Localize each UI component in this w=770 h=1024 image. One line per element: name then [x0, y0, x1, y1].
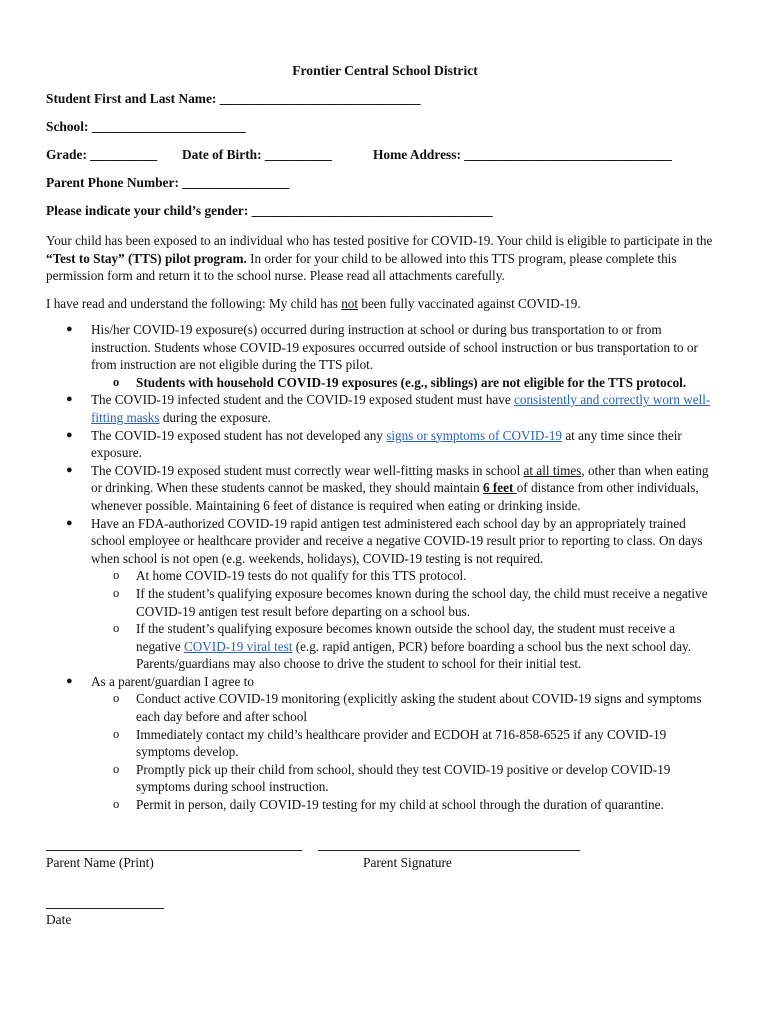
- date-line[interactable]: [46, 908, 164, 909]
- masks-guidance-link[interactable]: consistently and correctly worn well-fitting masks: [91, 392, 711, 425]
- requirements-list: [46, 321, 722, 814]
- intro-paragraph: Your child has been exposed to an individual who has tested positive for COVID-19. Your child is eligible to participate in the “Test to Stay” (TTS) pilot program. In order for your child to be allowed into this TTS program, please complete this permission form and return it to the school nurse. Please read all attachments carefully.: [46, 233, 713, 284]
- school-field[interactable]: School: _______________________: [46, 119, 246, 134]
- list-item: ● Have an FDA-authorized COVID-19 rapid antigen test administered each school day by an appropriately trained school employee or healthcare provider and receive a negative COVID-19 result prior to reporting to class. On days when school is not open (e.g. weekends, holidays), COVID-19 testing is not required. o At home COVID-19 tests do not qualify for this TTS protocol. o If the student’s qualifying exposure becomes known during the school day, the child must receive a negative COVID-19 antigen test result before departing on a school bus. o If the student’s qualifying exposure becomes known outside the school day, the student must receive a negative COVID-19 viral test (e.g. rapid antigen, PCR) before boarding a school bus the next school day. Parents/guardians may also choose to drive the student to school for their initial test.: [46, 515, 722, 673]
- date-label: Date: [46, 912, 72, 927]
- list-subitem: o Immediately contact my child’s healthcare provider and ECDOH at 716-858-6525 if any COVID-19 symptoms develop.: [91, 726, 722, 761]
- parent-signature-line[interactable]: [318, 850, 580, 851]
- parent-phone-field[interactable]: Parent Phone Number: ________________: [46, 175, 290, 190]
- vaccination-statement: I have read and understand the following: My child has not been fully vaccinated against COVID-19.: [46, 296, 581, 311]
- parent-signature-label: Parent Signature: [363, 855, 452, 870]
- date-of-birth-field[interactable]: Date of Birth: __________: [182, 147, 332, 162]
- list-item: ● The COVID-19 exposed student has not developed any signs or symptoms of COVID-19 at any time since their exposure.: [46, 427, 722, 462]
- viral-test-link[interactable]: COVID-19 viral test: [183, 638, 293, 654]
- parent-name-label: Parent Name (Print): [46, 855, 154, 870]
- list-subitem: o If the student’s qualifying exposure becomes known outside the school day, the student must receive a negative COVID-19 viral test (e.g. rapid antigen, PCR) before boarding a school bus the next school day. Parents/guardians may also choose to drive the student to school for their initial test.: [91, 620, 722, 673]
- list-subitem: o Students with household COVID-19 exposures (e.g., siblings) are not eligible for the TTS protocol.: [91, 374, 722, 392]
- student-name-field[interactable]: Student First and Last Name: ______________________________: [46, 91, 421, 106]
- page-title: Frontier Central School District: [292, 63, 478, 78]
- list-subitem: o Permit in person, daily COVID-19 testing for my child at school through the duration of quarantine.: [91, 796, 722, 814]
- list-subitem: o Promptly pick up their child from school, should they test COVID-19 positive or develop COVID-19 symptoms during school instruction.: [91, 761, 722, 796]
- list-item: ● The COVID-19 infected student and the COVID-19 exposed student must have consistently and correctly worn well-fitting masks during the exposure.: [46, 391, 722, 426]
- home-address-field[interactable]: Home Address: _______________________________: [373, 147, 672, 162]
- list-subitem: o Conduct active COVID-19 monitoring (explicitly asking the student about COVID-19 signs and symptoms each day before and after school: [91, 690, 722, 725]
- list-item: ● As a parent/guardian I agree to o Conduct active COVID-19 monitoring (explicitly asking the student about COVID-19 signs and symptoms each day before and after school o Immediately contact my child’s healthcare provider and ECDOH at 716-858-6525 if any COVID-19 symptoms develop. o Promptly pick up their child from school, should they test COVID-19 positive or develop COVID-19 symptoms during school instruction. o Permit in person, daily COVID-19 testing for my child at school through the duration of quarantine.: [46, 673, 722, 814]
- grade-field[interactable]: Grade: __________: [46, 147, 158, 162]
- gender-field[interactable]: Please indicate your child’s gender: ____________________________________: [46, 203, 493, 218]
- covid-symptoms-link[interactable]: signs or symptoms of COVID-19: [386, 427, 563, 443]
- parent-name-line[interactable]: [46, 850, 302, 851]
- not-emphasis: not: [341, 296, 359, 311]
- list-subitem: o At home COVID-19 tests do not qualify for this TTS protocol.: [91, 567, 722, 585]
- tts-program-name: “Test to Stay” (TTS) pilot program.: [46, 250, 247, 266]
- list-subitem: o If the student’s qualifying exposure becomes known during the school day, the child must receive a negative COVID-19 antigen test result before departing on a school bus.: [91, 585, 722, 620]
- list-item: ● His/her COVID-19 exposure(s) occurred during instruction at school or during bus transportation to or from instruction. Students whose COVID-19 exposures occurred outside of school instruction or bus transportation to or from instruction are not eligible during the TTS pilot. o Students with household COVID-19 exposures (e.g., siblings) are not eligible for the TTS protocol.: [46, 321, 722, 391]
- list-item: ● The COVID-19 exposed student must correctly wear well-fitting masks in school at all times, other than when eating or drinking. When these students cannot be masked, they should maintain 6 feet of distance from other individuals, whenever possible. Maintaining 6 feet of distance is required when eating or drinking inside.: [46, 462, 722, 515]
